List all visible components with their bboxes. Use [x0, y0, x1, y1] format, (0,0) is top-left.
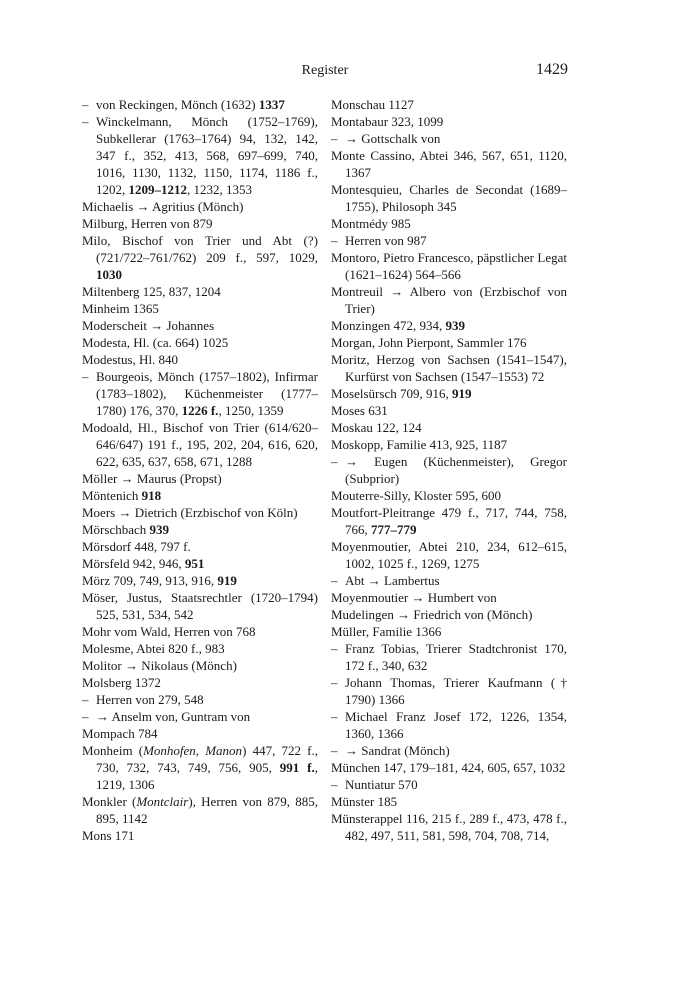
index-entry: Müller, Familie 1366 [331, 624, 442, 639]
index-entry: Montmédy 985 [331, 216, 411, 231]
running-header [82, 60, 568, 82]
index-entry: Montoro, Pietro Francesco, päpstlicher Legat (1621–1624) 564–566 [331, 250, 567, 282]
index-subentry: – Franz Tobias, Trierer Stadtchronist 170, 172 f., 340, 632 [331, 641, 567, 673]
index-entry: Mohr vom Wald, Herren von 768 [82, 624, 256, 639]
index-entry: Moderscheit → Johannes [82, 318, 215, 333]
index-subentry: – Herren von 279, 548 [82, 692, 204, 707]
index-entry: Moskau 122, 124 [331, 420, 422, 435]
index-entry: Mudelingen → Friedrich von (Mönch) [331, 607, 533, 622]
index-entry: Moskopp, Familie 413, 925, 1187 [331, 437, 508, 452]
index-entry: Mörsdorf 448, 797 f. [82, 539, 191, 554]
index-entry: Modestus, Hl. 840 [82, 352, 179, 367]
index-entry: Molitor → Nikolaus (Mönch) [82, 658, 237, 673]
index-entry: Mörz 709, 749, 913, 916, 919 [82, 573, 237, 588]
index-entry: Moritz, Herzog von Sachsen (1541–1547), Kurfürst von Sachsen (1547–1553) 72 [331, 352, 567, 384]
index-entry: Moselsürsch 709, 916, 919 [331, 386, 472, 401]
index-entry: Modoald, Hl., Bischof von Trier (614/620–646/647) 191 f., 195, 202, 204, 616, 620, 622, 635, 637, 658, 671, 1288 [82, 420, 318, 469]
index-subentry: – → Anselm von, Guntram von [82, 709, 251, 724]
index-entry: Michaelis → Agritius (Mönch) [82, 199, 244, 214]
index-subentry: – → Eugen (Küchenmeister), Gregor (Subprior) [331, 454, 567, 486]
index-subentry: – Abt → Lambertus [331, 573, 440, 588]
index-entry: Molsberg 1372 [82, 675, 161, 690]
index-column-left [82, 96, 318, 844]
index-subentry: – → Sandrat (Mönch) [331, 743, 450, 758]
index-subentry: – Herren von 987 [331, 233, 427, 248]
index-subentry: – Michael Franz Josef 172, 1226, 1354, 1360, 1366 [331, 709, 567, 741]
index-entry: Möntenich 918 [82, 488, 162, 503]
index-entry: Milo, Bischof von Trier und Abt (?) (721/722–761/762) 209 f., 597, 1029, 1030 [82, 233, 318, 282]
index-entry: Minheim 1365 [82, 301, 159, 316]
index-entry: Milburg, Herren von 879 [82, 216, 213, 231]
index-subentry: – Bourgeois, Mönch (1757–1802), Infirmar (1783–1802), Küchenmeister (1777–1780) 176, 370, 1226 f., 1250, 1359 [82, 369, 318, 418]
index-entry: Montesquieu, Charles de Secondat (1689–1755), Philosoph 345 [331, 182, 567, 214]
index-entry: Molesme, Abtei 820 f., 983 [82, 641, 225, 656]
index-entry: Montreuil → Albero von (Erzbischof von Trier) [331, 284, 567, 316]
index-subentry: – → Gottschalk von [331, 131, 441, 146]
index-entry: Mons 171 [82, 828, 135, 843]
index-entry: Moers → Dietrich (Erzbischof von Köln) [82, 505, 298, 520]
index-subentry: – Nuntiatur 570 [331, 777, 418, 792]
index-entry: Münsterappel 116, 215 f., 289 f., 473, 478 f., 482, 497, 511, 581, 598, 704, 708, 714, [331, 811, 567, 843]
page-number: 1429 [536, 61, 568, 78]
index-subentry: – Johann Thomas, Trierer Kaufmann († 1790) 1366 [331, 675, 567, 707]
index-column-right [331, 96, 567, 844]
index-entry: Monkler (Montclair), Herren von 879, 885, 895, 1142 [82, 794, 318, 826]
index-entry: Mörsfeld 942, 946, 951 [82, 556, 205, 571]
index-entry: Münster 185 [331, 794, 398, 809]
index-entry: Mouterre-Silly, Kloster 595, 600 [331, 488, 501, 503]
index-entry: Möser, Justus, Staatsrechtler (1720–1794) 525, 531, 534, 542 [82, 590, 318, 622]
index-entry: Moutfort-Pleitrange 479 f., 717, 744, 758, 766, 777–779 [331, 505, 567, 537]
index-entry: Moyenmoutier → Humbert von [331, 590, 497, 605]
index-entry: Moses 631 [331, 403, 388, 418]
index-entry: Morgan, John Pierpont, Sammler 176 [331, 335, 527, 350]
index-entry: Mörschbach 939 [82, 522, 170, 537]
index-entry: Monschau 1127 [331, 97, 414, 112]
index-entry: Miltenberg 125, 837, 1204 [82, 284, 221, 299]
index-entry: Moyenmoutier, Abtei 210, 234, 612–615, 1002, 1025 f., 1269, 1275 [331, 539, 567, 571]
index-entry: Montabaur 323, 1099 [331, 114, 444, 129]
index-entry: Mompach 784 [82, 726, 158, 741]
index-entry: Monheim (Monhofen, Manon) 447, 722 f., 730, 732, 743, 749, 756, 905, 991 f., 1219, 1306 [82, 743, 318, 792]
index-entry: München 147, 179–181, 424, 605, 657, 1032 [331, 760, 566, 775]
index-subentry: – von Reckingen, Mönch (1632) 1337 [82, 97, 285, 112]
header-title: Register [301, 63, 349, 78]
index-subentry: – Winckelmann, Mönch (1752–1769), Subkellerar (1763–1764) 94, 132, 142, 347 f., 352, 413, 568, 697–699, 740, 1016, 1130, 1132, 1150, 1174, 1186 f., 1202, 1209–1212, 1232, 1353 [82, 114, 318, 197]
index-entry: Monzingen 472, 934, 939 [331, 318, 465, 333]
index-entry: Modesta, Hl. (ca. 664) 1025 [82, 335, 229, 350]
index-entry: Möller → Maurus (Propst) [82, 471, 222, 486]
index-entry: Monte Cassino, Abtei 346, 567, 651, 1120, 1367 [331, 148, 567, 180]
